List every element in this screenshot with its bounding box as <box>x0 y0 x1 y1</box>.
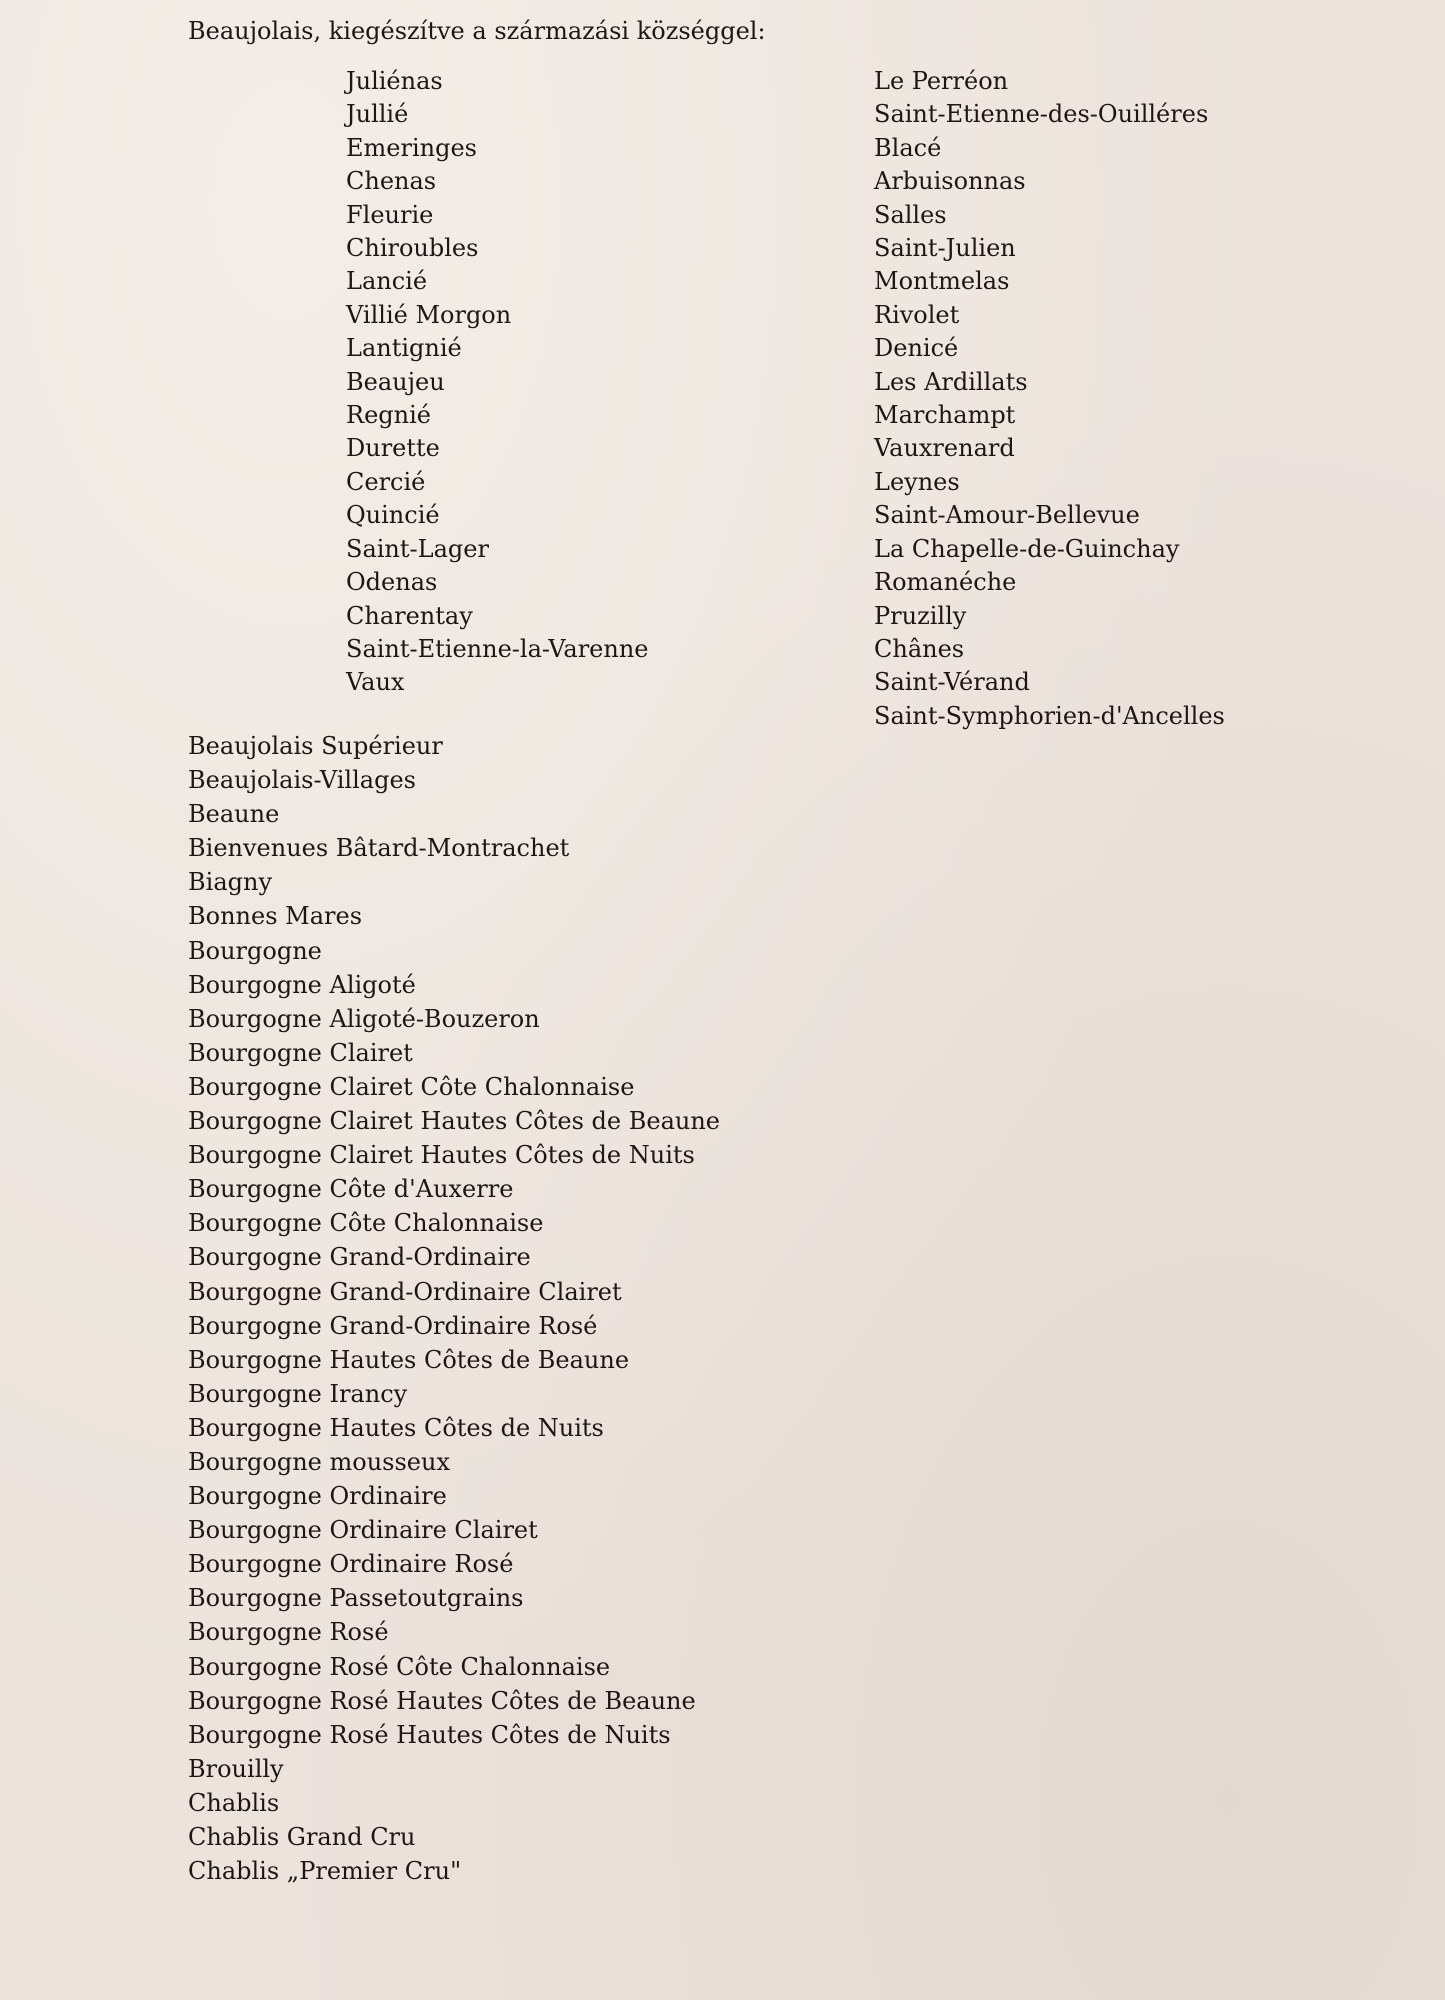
commune-item: La Chapelle-de-Guinchay <box>874 534 1180 563</box>
commune-item: Juliénas <box>346 67 443 95</box>
appellation-item: Beaujolais-Villages <box>188 766 416 795</box>
appellation-item: Beaujolais Supérieur <box>188 732 443 760</box>
appellation-item: Bourgogne Grand-Ordinaire Rosé <box>188 1311 598 1340</box>
appellation-item: Bonnes Mares <box>188 902 363 931</box>
appellation-item: Bourgogne Rosé Côte Chalonnaise <box>188 1652 611 1681</box>
appellation-item: Chablis <box>188 1788 280 1817</box>
appellation-item: Bourgogne Côte d'Auxerre <box>188 1175 514 1204</box>
commune-item: Chânes <box>874 634 965 663</box>
commune-item: Romanéche <box>874 568 1017 597</box>
appellation-item: Bienvenues Bâtard-Montrachet <box>188 834 570 863</box>
commune-item: Saint-Vérand <box>874 668 1030 697</box>
appellations-list <box>188 729 720 1888</box>
appellation-item: Bourgogne Ordinaire <box>188 1482 447 1511</box>
commune-item: Charentay <box>346 601 473 630</box>
commune-item: Leynes <box>874 467 960 496</box>
appellation-item: Bourgogne Hautes Côtes de Beaune <box>188 1345 630 1374</box>
appellation-item: Bourgogne Rosé <box>188 1618 389 1647</box>
appellation-item: Chablis Grand Cru <box>188 1823 416 1851</box>
commune-item: Les Ardillats <box>874 367 1028 396</box>
commune-item: Saint-Julien <box>874 234 1016 263</box>
commune-item: Rivolet <box>874 300 960 329</box>
commune-item: Emeringes <box>346 133 477 162</box>
commune-item: Montmelas <box>874 267 1010 296</box>
appellation-item: Bourgogne Clairet Hautes Côtes de Nuits <box>188 1141 695 1170</box>
commune-item: Regnié <box>346 401 431 430</box>
appellation-item: Bourgogne Passetoutgrains <box>188 1584 524 1613</box>
commune-item: Saint-Etienne-des-Ouilléres <box>874 100 1209 129</box>
appellation-item: Bourgogne Ordinaire Clairet <box>188 1516 538 1545</box>
appellation-item: Beaune <box>188 800 280 829</box>
commune-item: Cercié <box>346 467 426 496</box>
appellation-item: Bourgogne Irancy <box>188 1379 408 1408</box>
appellation-item: Bourgogne Clairet Côte Chalonnaise <box>188 1072 635 1101</box>
appellation-item: Bourgogne Ordinaire Rosé <box>188 1550 514 1579</box>
appellation-item: Brouilly <box>188 1754 284 1783</box>
commune-item: Pruzilly <box>874 601 967 630</box>
appellation-item: Bourgogne Grand-Ordinaire Clairet <box>188 1277 622 1306</box>
appellation-item: Bourgogne Aligoté <box>188 970 416 999</box>
appellation-item: Bourgogne Rosé Hautes Côtes de Beaune <box>188 1686 696 1715</box>
commune-item: Vaux <box>346 668 405 697</box>
commune-item: Fleurie <box>346 200 434 229</box>
communes-list-left <box>346 65 648 700</box>
appellation-item: Bourgogne Clairet <box>188 1038 413 1067</box>
commune-item: Arbuisonnas <box>874 167 1026 196</box>
appellation-item: Chablis „Premier Cru" <box>188 1857 462 1886</box>
commune-item: Blacé <box>874 133 942 162</box>
commune-item: Villié Morgon <box>346 300 512 329</box>
appellation-item: Bourgogne Rosé Hautes Côtes de Nuits <box>188 1720 671 1749</box>
section-heading: Beaujolais, kiegészítve a származási községgel: <box>188 17 766 45</box>
commune-item: Chenas <box>346 167 437 196</box>
appellation-item: Bourgogne <box>188 936 322 965</box>
commune-item: Durette <box>346 434 440 463</box>
appellation-item: Bourgogne Grand-Ordinaire <box>188 1243 531 1272</box>
commune-item: Quincié <box>346 501 440 530</box>
commune-item: Saint-Symphorien-d'Ancelles <box>874 701 1225 730</box>
commune-item: Denicé <box>874 334 959 363</box>
appellation-item: Bourgogne Clairet Hautes Côtes de Beaune <box>188 1107 721 1136</box>
appellation-item: Bourgogne Aligoté-Bouzeron <box>188 1004 540 1033</box>
commune-item: Marchampt <box>874 401 1016 430</box>
commune-item: Saint-Lager <box>346 534 489 563</box>
commune-item: Lancié <box>346 267 428 296</box>
appellation-item: Bourgogne Côte Chalonnaise <box>188 1209 544 1238</box>
commune-item: Saint-Amour-Bellevue <box>874 501 1140 530</box>
commune-item: Salles <box>874 200 947 229</box>
commune-item: Le Perréon <box>874 67 1009 95</box>
commune-item: Beaujeu <box>346 367 445 396</box>
commune-item: Chiroubles <box>346 234 479 263</box>
commune-item: Lantignié <box>346 334 462 363</box>
appellation-item: Bourgogne Hautes Côtes de Nuits <box>188 1413 604 1442</box>
commune-item: Saint-Etienne-la-Varenne <box>346 634 649 663</box>
commune-item: Odenas <box>346 568 438 597</box>
communes-list-right <box>874 65 1225 733</box>
commune-item: Vauxrenard <box>874 434 1015 463</box>
appellation-item: Biagny <box>188 868 272 897</box>
appellation-item: Bourgogne mousseux <box>188 1447 450 1476</box>
commune-item: Jullié <box>346 100 409 129</box>
